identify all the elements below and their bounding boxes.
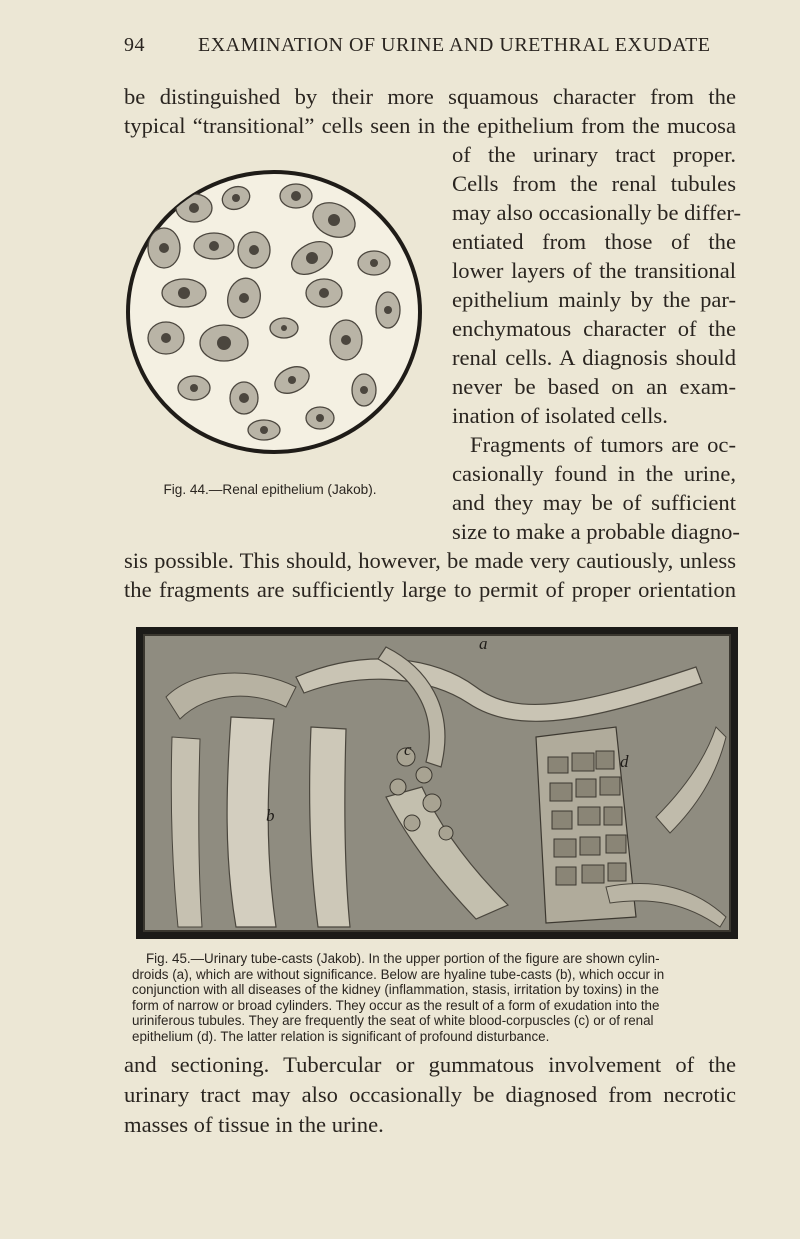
caption-line: form of narrow or broad cylinders. They occur as the result of a form of exudation into the bbox=[132, 997, 660, 1013]
text-line: renal cells. A diagnosis should bbox=[452, 345, 736, 370]
caption-line: conjunction with all diseases of the kidney (inflammation, stasis, irritation by toxins) in the bbox=[132, 982, 659, 998]
figure-45-urinary-tube-casts-illustration bbox=[136, 627, 738, 939]
text-line: of the urinary tract proper. bbox=[452, 142, 736, 167]
text-line: casionally found in the urine, bbox=[452, 461, 736, 486]
label-b: b bbox=[266, 806, 275, 825]
text-line: typical “transitional” cells seen in the epithelium from the mucosa bbox=[124, 113, 736, 138]
text-line: never be based on an exam- bbox=[452, 374, 736, 399]
caption-line: Fig. 45.—Urinary tube-casts (Jakob). In the upper portion of the figure are shown cylin- bbox=[146, 951, 660, 966]
text-line: the fragments are sufficiently large to permit of proper orientation bbox=[124, 577, 736, 602]
text-line: and sectioning. Tubercular or gummatous involvement of the bbox=[124, 1052, 736, 1077]
text-line: and they may be of sufficient bbox=[452, 490, 736, 515]
text-line: enchymatous character of the bbox=[452, 316, 736, 341]
text-line: lower layers of the transitional bbox=[452, 258, 736, 283]
text-line: may also occasionally be differ- bbox=[452, 200, 741, 225]
figure-44-caption: Fig. 44.—Renal epithelium (Jakob). bbox=[163, 482, 377, 497]
caption-line: droids (a), which are without significance. Below are hyaline tube-casts (b), which occur in bbox=[132, 966, 665, 982]
text-line: Fragments of tumors are oc- bbox=[470, 432, 736, 457]
label-a: a bbox=[479, 634, 488, 653]
label-d: d bbox=[620, 752, 629, 771]
text-line: sis possible. This should, however, be made very cautiously, unless bbox=[124, 548, 736, 573]
text-line: size to make a probable diagno- bbox=[452, 519, 740, 544]
caption-line: uriniferous tubules. They are frequently the seat of white blood-corpuscles (c) or of renal bbox=[132, 1013, 654, 1029]
text-line: ination of isolated cells. bbox=[452, 403, 668, 428]
figure-45-caption bbox=[132, 951, 742, 1045]
text-line: entiated from those of the bbox=[452, 229, 736, 254]
figure-44-renal-epithelium-illustration bbox=[124, 168, 424, 456]
running-header bbox=[124, 34, 744, 60]
text-line: urinary tract may also occasionally be diagnosed from necrotic bbox=[124, 1082, 736, 1107]
text-line: epithelium mainly by the par- bbox=[452, 287, 736, 312]
text-line: masses of tissue in the urine. bbox=[124, 1112, 384, 1137]
label-c: c bbox=[404, 740, 412, 759]
text-line: be distinguished by their more squamous character from the bbox=[124, 84, 736, 109]
caption-line: epithelium (d). The latter relation is significant of profound disturbance. bbox=[132, 1028, 550, 1044]
text-line: Cells from the renal tubules bbox=[452, 171, 736, 196]
page-number: 94 bbox=[124, 34, 145, 56]
running-title: EXAMINATION OF URINE AND URETHRAL EXUDATE bbox=[198, 34, 711, 56]
